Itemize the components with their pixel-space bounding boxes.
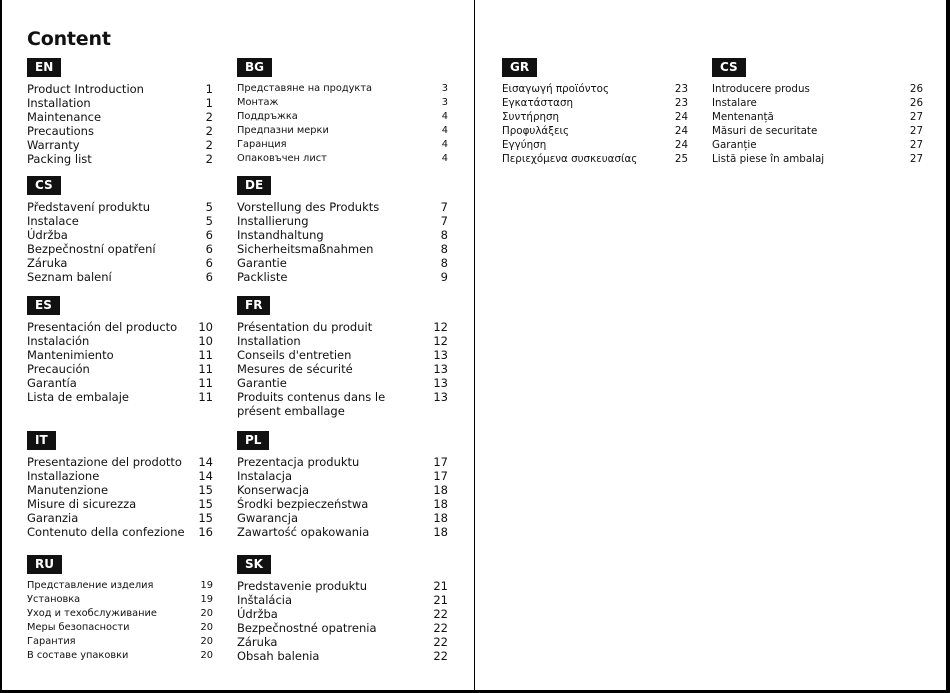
toc-entry: [237, 228, 448, 242]
toc-entry-page-number: 1: [205, 96, 213, 110]
language-badge: IT: [27, 431, 56, 450]
toc-entry-page-number: 24: [674, 125, 688, 137]
toc-entry-page-number: 12: [433, 334, 448, 348]
toc-entry: [237, 376, 448, 390]
toc-entry: [237, 334, 448, 348]
toc-entry-page-number: 17: [433, 469, 448, 483]
toc-entry-page-number: 18: [433, 497, 448, 511]
toc-entry: [237, 348, 448, 362]
toc-entry-page-number: 21: [433, 579, 448, 593]
toc-entry-label: Warranty: [27, 138, 80, 152]
toc-section: [502, 56, 688, 166]
toc-entry: [27, 320, 213, 334]
toc-entry: [502, 110, 688, 124]
toc-entry-label: Представление изделия: [27, 580, 154, 591]
toc-entry-label: Záruka: [237, 635, 278, 649]
toc-entry: [712, 138, 923, 152]
toc-entry: [27, 152, 213, 166]
toc-entry-page-number: 14: [198, 469, 213, 483]
toc-entry-label: Środki bezpieczeństwa: [237, 497, 369, 511]
toc-entry-label: Představení produktu: [27, 200, 151, 214]
toc-entry-page-number: 11: [198, 348, 213, 362]
toc-entry-page-number: 23: [674, 97, 688, 109]
toc-entry: [27, 525, 213, 539]
toc-entry-page-number: 17: [433, 455, 448, 469]
toc-entry-label: Εγκατάσταση: [502, 97, 574, 109]
toc-entry: [502, 152, 688, 166]
toc-entry: [27, 256, 213, 270]
toc-section: [27, 56, 213, 166]
toc-entry: [237, 469, 448, 483]
toc-entry-page-number: 26: [909, 97, 923, 109]
toc-entry: [237, 138, 448, 152]
toc-entry-label: Bezpečnostní opatření: [27, 242, 156, 256]
toc-entry: [27, 649, 213, 663]
toc-entry: [27, 483, 213, 497]
toc-entry-label: Prezentacja produktu: [237, 455, 360, 469]
toc-entry-label: Záruka: [27, 256, 68, 270]
toc-section: [27, 429, 213, 539]
toc-entry-label: Instalacja: [237, 469, 293, 483]
toc-entry-label: Seznam balení: [27, 270, 112, 284]
toc-entry-label: Vorstellung des Produkts: [237, 200, 380, 214]
toc-entry-page-number: 3: [441, 83, 448, 94]
toc-entry: [712, 124, 923, 138]
toc-entry-label: Συντήρηση: [502, 111, 560, 123]
toc-entry-label: Présentation du produit: [237, 320, 373, 334]
toc-entry: [27, 82, 213, 96]
toc-entry-page-number: 27: [909, 111, 923, 123]
toc-entry-label: Conseils d'entretien: [237, 348, 352, 362]
toc-entry-page-number: 9: [440, 270, 448, 284]
toc-entry-page-number: 18: [433, 525, 448, 539]
toc-entry-page-number: 4: [441, 111, 448, 122]
toc-entry-label: Precautions: [27, 124, 94, 138]
toc-entry: [237, 649, 448, 663]
toc-entry-label: Sicherheitsmaßnahmen: [237, 242, 374, 256]
toc-entry-label: Misure di sicurezza: [27, 497, 137, 511]
toc-entry-label: Εγγύηση: [502, 139, 547, 151]
toc-entry: [712, 96, 923, 110]
toc-entry: [27, 138, 213, 152]
toc-entry: [27, 270, 213, 284]
toc-entry-page-number: 19: [200, 580, 213, 591]
toc-section: [27, 174, 213, 284]
toc-entry-label: Instalace: [27, 214, 79, 228]
toc-section: [27, 553, 213, 663]
language-badge: GR: [502, 58, 537, 77]
toc-entry-page-number: 20: [200, 650, 213, 661]
toc-entry-page-number: 13: [433, 362, 448, 376]
language-badge: DE: [237, 176, 271, 195]
language-badge: SK: [237, 555, 271, 574]
toc-entry-page-number: 6: [205, 256, 213, 270]
toc-entry: [502, 82, 688, 96]
toc-entry-page-number: 11: [198, 362, 213, 376]
toc-entry-page-number: 18: [433, 511, 448, 525]
toc-entry: [712, 110, 923, 124]
toc-entry: [502, 138, 688, 152]
toc-entry-page-number: 26: [909, 83, 923, 95]
toc-entry-label: Garantie: [237, 376, 287, 390]
toc-entry-label: Zawartość opakowania: [237, 525, 370, 539]
toc-entry-page-number: 5: [205, 200, 213, 214]
toc-entry-label: Garantie: [237, 256, 287, 270]
toc-entry-label: В составе упаковки: [27, 650, 129, 661]
toc-entry: [237, 152, 448, 166]
toc-entry: [237, 525, 448, 539]
toc-entry-label: Listă piese în ambalaj: [712, 153, 825, 165]
toc-entry: [27, 607, 213, 621]
toc-entry-label: Προφυλάξεις: [502, 125, 570, 137]
toc-entry-label: Contenuto della confezione: [27, 525, 185, 539]
toc-entry-page-number: 1: [205, 82, 213, 96]
toc-entry: [237, 320, 448, 334]
toc-entry-label: Údržba: [27, 228, 68, 242]
toc-entry-page-number: 27: [909, 139, 923, 151]
toc-entry-page-number: 2: [205, 124, 213, 138]
toc-entry: [237, 124, 448, 138]
toc-entry: [27, 228, 213, 242]
toc-entry-page-number: 22: [433, 649, 448, 663]
toc-entry: [237, 635, 448, 649]
toc-entry-label: Predstavenie produktu: [237, 579, 368, 593]
toc-entry-label: Уход и техобслуживание: [27, 608, 157, 619]
toc-entry-page-number: 7: [440, 200, 448, 214]
toc-entry-page-number: 20: [200, 608, 213, 619]
toc-entry-label: Меры безопасности: [27, 622, 130, 633]
toc-entry: [27, 362, 213, 376]
toc-entry: [237, 96, 448, 110]
toc-entry: [237, 362, 448, 376]
toc-entry: [237, 579, 448, 593]
page-spine-divider: [474, 0, 475, 690]
toc-entry-page-number: 15: [198, 483, 213, 497]
toc-entry-label: Installation: [27, 96, 91, 110]
toc-section: [237, 553, 448, 663]
toc-entry-label: Product Introduction: [27, 82, 144, 96]
toc-entry: [27, 579, 213, 593]
toc-entry: [237, 214, 448, 228]
toc-entry-page-number: 21: [433, 593, 448, 607]
toc-entry: [27, 242, 213, 256]
toc-entry: [27, 124, 213, 138]
toc-entry-page-number: 2: [205, 152, 213, 166]
toc-entry: [237, 256, 448, 270]
toc-entry: [237, 390, 448, 418]
toc-entry: [27, 455, 213, 469]
toc-entry-label: Maintenance: [27, 110, 102, 124]
toc-entry: [27, 390, 213, 404]
toc-entry: [237, 483, 448, 497]
language-badge: CS: [27, 176, 61, 195]
toc-section: [237, 429, 448, 539]
toc-entry-label: Περιεχόμενα συσκευασίας: [502, 153, 638, 165]
toc-entry-page-number: 6: [205, 270, 213, 284]
toc-entry-page-number: 25: [674, 153, 688, 165]
toc-entry: [27, 376, 213, 390]
toc-entry: [27, 497, 213, 511]
language-badge: FR: [237, 296, 270, 315]
toc-entry-label: Instalación: [27, 334, 90, 348]
toc-entry-label: Produits contenus dans le présent emballage: [237, 390, 386, 418]
toc-entry-page-number: 4: [441, 139, 448, 150]
toc-entry: [27, 200, 213, 214]
toc-entry-label: Măsuri de securitate: [712, 125, 818, 137]
toc-entry-label: Packing list: [27, 152, 92, 166]
toc-entry-label: Installation: [237, 334, 301, 348]
toc-entry-page-number: 8: [440, 228, 448, 242]
toc-entry-label: Опаковъчен лист: [237, 153, 327, 164]
toc-entry-page-number: 16: [198, 525, 213, 539]
toc-entry-page-number: 15: [198, 511, 213, 525]
toc-entry-label: Manutenzione: [27, 483, 109, 497]
toc-entry-page-number: 13: [433, 376, 448, 390]
toc-entry: [27, 469, 213, 483]
toc-entry-label: Гарантия: [27, 636, 76, 647]
toc-entry-label: Precaución: [27, 362, 90, 376]
toc-entry: [502, 124, 688, 138]
toc-entry: [237, 593, 448, 607]
toc-entry-page-number: 14: [198, 455, 213, 469]
toc-entry-page-number: 6: [205, 242, 213, 256]
page-border-right: [946, 0, 950, 693]
toc-entry: [237, 455, 448, 469]
toc-entry-label: Поддръжка: [237, 111, 298, 122]
toc-entry-label: Mesures de sécurité: [237, 362, 353, 376]
toc-entry-label: Bezpečnostné opatrenia: [237, 621, 377, 635]
toc-entry-label: Obsah balenia: [237, 649, 320, 663]
toc-entry-page-number: 5: [205, 214, 213, 228]
toc-entry: [237, 200, 448, 214]
toc-entry-page-number: 8: [440, 242, 448, 256]
toc-entry-label: Údržba: [237, 607, 278, 621]
toc-entry-page-number: 22: [433, 635, 448, 649]
language-badge: RU: [27, 555, 62, 574]
toc-entry-page-number: 20: [200, 636, 213, 647]
toc-entry-page-number: 10: [198, 334, 213, 348]
toc-entry-page-number: 22: [433, 621, 448, 635]
toc-entry-page-number: 4: [441, 125, 448, 136]
toc-entry: [237, 270, 448, 284]
page-border-left: [0, 0, 2, 693]
toc-entry-page-number: 20: [200, 622, 213, 633]
toc-entry: [502, 96, 688, 110]
toc-entry-page-number: 24: [674, 139, 688, 151]
language-badge: CS: [712, 58, 746, 77]
toc-entry: [237, 621, 448, 635]
toc-entry: [27, 334, 213, 348]
toc-entry-page-number: 12: [433, 320, 448, 334]
toc-entry-page-number: 22: [433, 607, 448, 621]
toc-section: [237, 294, 448, 418]
toc-entry-page-number: 27: [909, 125, 923, 137]
toc-entry-page-number: 18: [433, 483, 448, 497]
toc-entry-label: Presentazione del prodotto: [27, 455, 182, 469]
language-badge: ES: [27, 296, 60, 315]
toc-entry-page-number: 23: [674, 83, 688, 95]
language-badge: BG: [237, 58, 272, 77]
toc-entry-page-number: 15: [198, 497, 213, 511]
toc-entry-page-number: 11: [198, 390, 213, 404]
toc-entry-page-number: 4: [441, 153, 448, 164]
toc-entry: [27, 96, 213, 110]
toc-entry-page-number: 13: [433, 348, 448, 362]
toc-entry: [237, 110, 448, 124]
toc-entry-label: Installazione: [27, 469, 100, 483]
toc-entry-label: Mantenimiento: [27, 348, 114, 362]
toc-entry-label: Монтаж: [237, 97, 279, 108]
toc-entry-label: Εισαγωγή προϊόντος: [502, 83, 610, 95]
toc-entry-page-number: 19: [200, 594, 213, 605]
toc-entry-label: Instandhaltung: [237, 228, 324, 242]
toc-entry-label: Garanție: [712, 139, 757, 151]
toc-entry: [712, 152, 923, 166]
toc-entry: [237, 242, 448, 256]
toc-entry-label: Предпазни мерки: [237, 125, 329, 136]
toc-entry-page-number: 11: [198, 376, 213, 390]
toc-entry: [237, 82, 448, 96]
toc-entry: [27, 593, 213, 607]
toc-entry-label: Mentenanță: [712, 111, 774, 123]
toc-entry-page-number: 24: [674, 111, 688, 123]
toc-entry: [712, 82, 923, 96]
toc-entry-label: Installierung: [237, 214, 309, 228]
toc-entry-label: Garantía: [27, 376, 77, 390]
toc-entry-page-number: 3: [441, 97, 448, 108]
page-title: Content: [27, 28, 111, 50]
toc-entry: [27, 214, 213, 228]
toc-section: [237, 56, 448, 166]
toc-entry-label: Lista de embalaje: [27, 390, 129, 404]
toc-entry-label: Установка: [27, 594, 81, 605]
toc-section: [237, 174, 448, 284]
toc-entry-label: Garanzia: [27, 511, 79, 525]
language-badge: EN: [27, 58, 61, 77]
toc-entry-page-number: 8: [440, 256, 448, 270]
toc-entry: [237, 511, 448, 525]
toc-entry-label: Гаранция: [237, 139, 287, 150]
toc-entry-label: Introducere produs: [712, 83, 810, 95]
language-badge: PL: [237, 431, 269, 450]
toc-entry: [27, 110, 213, 124]
toc-entry-label: Gwarancja: [237, 511, 298, 525]
toc-entry-label: Presentación del producto: [27, 320, 178, 334]
toc-entry-label: Представяне на продукта: [237, 83, 373, 94]
toc-section: [712, 56, 923, 166]
toc-entry: [237, 497, 448, 511]
toc-entry: [237, 607, 448, 621]
toc-section: [27, 294, 213, 404]
toc-entry-page-number: 27: [909, 153, 923, 165]
toc-entry-label: Packliste: [237, 270, 288, 284]
toc-entry-label: Inštalácia: [237, 593, 293, 607]
toc-entry-page-number: 2: [205, 110, 213, 124]
toc-entry: [27, 621, 213, 635]
toc-entry-label: Konserwacja: [237, 483, 310, 497]
toc-entry: [27, 635, 213, 649]
toc-entry-page-number: 6: [205, 228, 213, 242]
toc-entry-page-number: 13: [433, 390, 448, 404]
toc-entry: [27, 511, 213, 525]
toc-entry-page-number: 10: [198, 320, 213, 334]
toc-entry: [27, 348, 213, 362]
toc-entry-page-number: 7: [440, 214, 448, 228]
toc-entry-page-number: 2: [205, 138, 213, 152]
toc-entry-label: Instalare: [712, 97, 757, 109]
